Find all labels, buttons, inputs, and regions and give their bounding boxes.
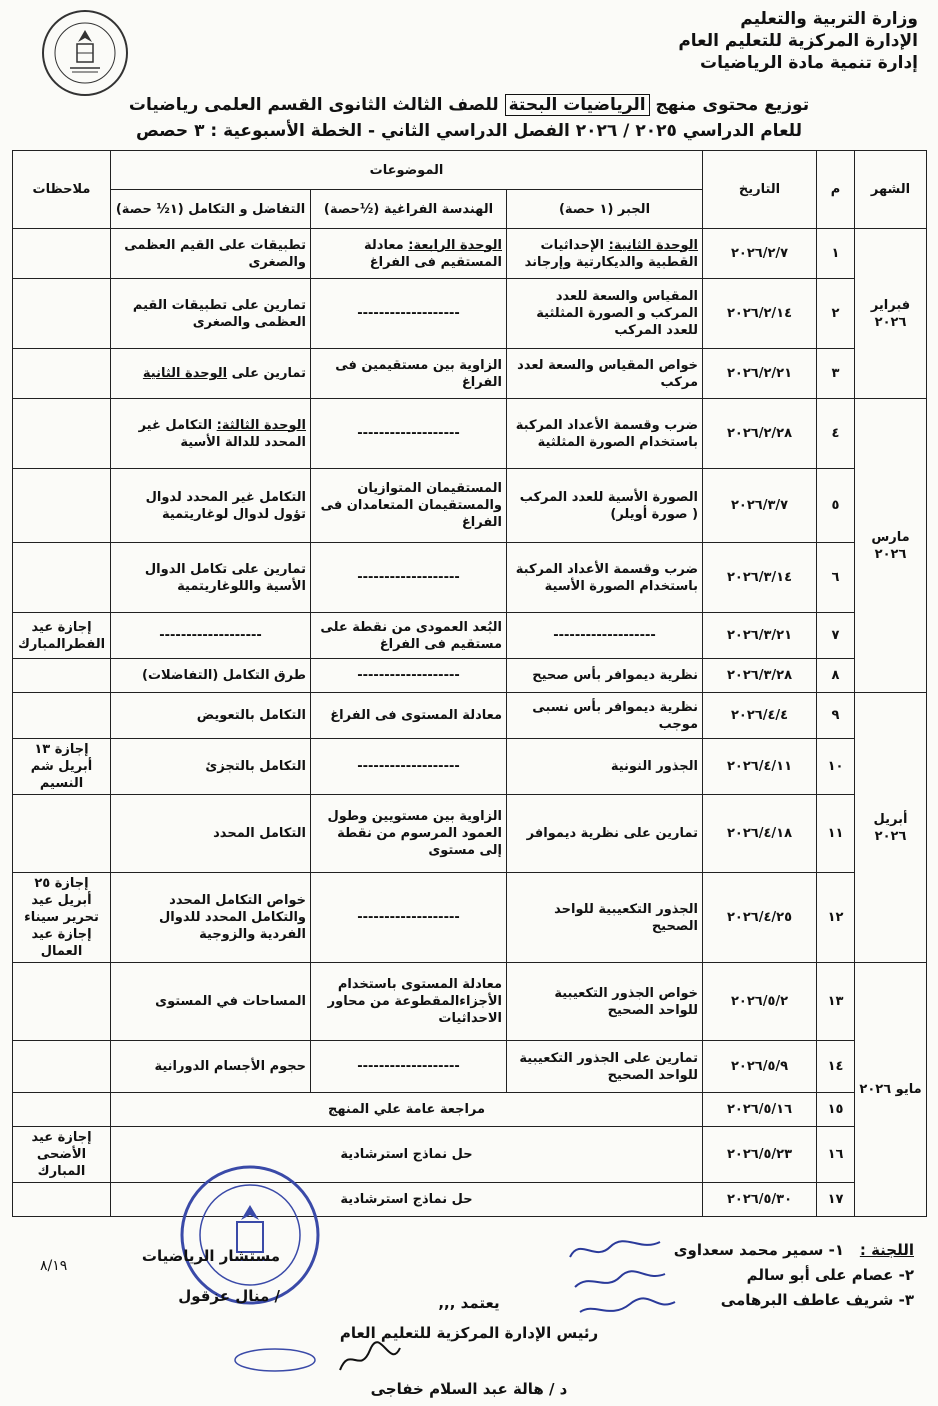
calculus-topic: خواص التكامل المحدد والتكامل المحدد للدوال الفردية والزوجية [111,873,311,963]
advisor-note: ٨/١٩ [40,1258,68,1274]
approval-name: د / هالة عبد السلام خفاجى [370,1380,568,1398]
row-notes [13,1183,111,1217]
table-row [13,1093,927,1127]
subject-boxed: الرياضيات البحتة [505,94,650,116]
header-date: التاريخ [703,151,817,229]
committee-member-3: ٣- شريف عاطف البرهامى [720,1291,914,1309]
row-date: ٢٠٢٦/٥/٢٣ [703,1127,817,1183]
header-month: الشهر [855,151,927,229]
row-number: ١٥ [817,1093,855,1127]
row-notes [13,543,111,613]
row-number: ٥ [817,469,855,543]
advisor-title: مستشار الرياضيات [141,1247,280,1265]
curriculum-table [12,150,927,1217]
row-date: ٢٠٢٦/٥/٩ [703,1041,817,1093]
table-row [13,873,927,963]
row-notes: إجازة عيد الفطرالمبارك [13,613,111,659]
row-number: ٩ [817,693,855,739]
calculus-topic: التكامل غير المحدد لدوال تؤول لدوال لوغاريتمية [111,469,311,543]
committee-member-1: ١- سمير محمد سعداوى [673,1241,844,1259]
row-notes [13,963,111,1041]
month-cell: مايو ٢٠٢٦ [855,963,927,1217]
approval-block [0,1288,938,1404]
algebra-topic: الجذور التكعيبية للواحد الصحيح [507,873,703,963]
algebra-topic: الوحدة الثانية: الإحداثيات القطبية والديكارتية وإرجاند [507,229,703,279]
geometry-topic: معادلة المستوى باستخدام الأجزاءالمقطوعة من محاور الاحداثيات [311,963,507,1041]
row-notes: إجازة عيد الأضحى المبارك [13,1127,111,1183]
geometry-topic: ------------------- [311,1041,507,1093]
algebra-topic: نظرية ديموافر بأس نسبى موجب [507,693,703,739]
math-department: إدارة تنمية مادة الرياضيات [700,53,918,73]
row-notes [13,399,111,469]
row-number: ٢ [817,279,855,349]
table-row [13,279,927,349]
month-cell: مارس ٢٠٢٦ [855,399,927,693]
geometry-topic: المستقيمان المتوازيان والمستقيمان المتعامدان فى الفراغ [311,469,507,543]
calculus-topic: تطبيقات على القيم العظمى والصغرى [111,229,311,279]
table-row [13,469,927,543]
row-date: ٢٠٢٦/٢/١٤ [703,279,817,349]
ministry-name: وزارة التربية والتعليم [740,9,918,29]
table-row [13,693,927,739]
calculus-topic: الوحدة الثالثة: التكامل غير المحدد للدالة الأسية [111,399,311,469]
header-algebra: الجبر (١ حصة) [507,190,703,229]
header-topics: الموضوعات [111,151,703,190]
geometry-topic: معادلة المستوى فى الفراغ [311,693,507,739]
row-number: ١٢ [817,873,855,963]
algebra-topic: تمارين على نظرية ديموافر [507,795,703,873]
month-cell: أبريل ٢٠٢٦ [855,693,927,963]
row-notes: إجازة ١٣ أبريل شم النسيم [13,739,111,795]
table-row [13,399,927,469]
row-notes [13,349,111,399]
table-row [13,795,927,873]
row-number: ٧ [817,613,855,659]
row-number: ١١ [817,795,855,873]
geometry-topic: البُعد العمودى من نقطة على مستقيم فى الفراغ [311,613,507,659]
algebra-topic: خواص الجذور التكعيبية للواحد الصحيح [507,963,703,1041]
row-date: ٢٠٢٦/٣/٢٨ [703,659,817,693]
geometry-topic: الزاوية بين مستويين وطول العمود المرسوم من نقطة إلى مستوى [311,795,507,873]
row-notes [13,1093,111,1127]
row-notes [13,693,111,739]
document-title [0,92,938,144]
row-number: ١٠ [817,739,855,795]
algebra-topic: خواص المقياس والسعة لعدد مركب [507,349,703,399]
calculus-topic: التكامل بالتجزئ [111,739,311,795]
header-notes: ملاحظات [13,151,111,229]
table-row [13,613,927,659]
row-number: ٨ [817,659,855,693]
ministry-header [678,8,918,74]
row-notes [13,279,111,349]
header-geometry: الهندسة الفراغية (½حصة) [311,190,507,229]
calculus-topic: حجوم الأجسام الدورانية [111,1041,311,1093]
row-date: ٢٠٢٦/٤/٢٥ [703,873,817,963]
calculus-topic: طرق التكامل (التفاضلات) [111,659,311,693]
merged-topic: مراجعة عامة علي المنهج [111,1093,703,1127]
algebra-topic: المقياس والسعة للعدد المركب و الصورة المثلثية للعدد المركب [507,279,703,349]
advisor-name: / منال عزقول [178,1287,280,1305]
row-notes [13,1041,111,1093]
calculus-topic: تمارين على الوحدة الثانية [111,349,311,399]
row-number: ١٤ [817,1041,855,1093]
header-num: م [817,151,855,229]
committee-member-2: ٢- عصام على أبو سالم [746,1266,914,1284]
row-date: ٢٠٢٦/٣/٢١ [703,613,817,659]
ministry-logo-icon [40,8,130,98]
row-number: ١٧ [817,1183,855,1217]
row-date: ٢٠٢٦/٤/١٨ [703,795,817,873]
table-row [13,739,927,795]
central-administration: الإدارة المركزية للتعليم العام [678,31,918,51]
table-row [13,659,927,693]
row-date: ٢٠٢٦/٥/٣٠ [703,1183,817,1217]
calculus-topic: ------------------- [111,613,311,659]
row-date: ٢٠٢٦/٣/١٤ [703,543,817,613]
geometry-topic: ------------------- [311,873,507,963]
geometry-topic: ------------------- [311,399,507,469]
row-date: ٢٠٢٦/٢/٢١ [703,349,817,399]
calculus-topic: التكامل بالتعويض [111,693,311,739]
row-number: ٣ [817,349,855,399]
row-notes [13,795,111,873]
row-number: ١٣ [817,963,855,1041]
row-date: ٢٠٢٦/٥/١٦ [703,1093,817,1127]
row-date: ٢٠٢٦/٥/٢ [703,963,817,1041]
table-row [13,543,927,613]
merged-topic: حل نماذج استرشادية [111,1183,703,1217]
table-row [13,1041,927,1093]
geometry-topic: الزاوية بين مستقيمين فى الفراغ [311,349,507,399]
month-cell: فبراير ٢٠٢٦ [855,229,927,399]
header-calculus: التفاضل و التكامل (١½ حصة) [111,190,311,229]
row-date: ٢٠٢٦/٤/٤ [703,693,817,739]
table-row [13,349,927,399]
table-header-row [13,151,927,190]
row-date: ٢٠٢٦/٢/٧ [703,229,817,279]
row-number: ٤ [817,399,855,469]
table-row [13,1183,927,1217]
geometry-topic: ------------------- [311,739,507,795]
row-number: ١٦ [817,1127,855,1183]
row-number: ٦ [817,543,855,613]
row-date: ٢٠٢٦/٤/١١ [703,739,817,795]
table-row [13,229,927,279]
row-notes [13,659,111,693]
calculus-topic: تمارين على تكامل الدوال الأسية واللوغاريتمية [111,543,311,613]
algebra-topic: تمارين على الجذور التكعيبية للواحد الصحيح [507,1041,703,1093]
title-line-1: توزيع محتوى منهج الرياضيات البحتة للصف الثالث الثانوى القسم العلمى رياضيات [128,95,810,115]
geometry-topic: ------------------- [311,659,507,693]
algebra-topic: نظرية ديموافر بأس صحيح [507,659,703,693]
algebra-topic: ضرب وقسمة الأعداد المركبة باستخدام الصورة المثلثية [507,399,703,469]
committee-label: اللجنة : [859,1241,914,1259]
row-number: ١ [817,229,855,279]
geometry-topic: ------------------- [311,543,507,613]
approval-title: رئيس الإدارة المركزية للتعليم العام [339,1324,599,1342]
calculus-topic: التكامل المحدد [111,795,311,873]
row-notes [13,469,111,543]
algebra-topic: الصورة الأسية للعدد المركب ( صورة أويلر) [507,469,703,543]
algebra-topic: ------------------- [507,613,703,659]
merged-topic: حل نماذج استرشادية [111,1127,703,1183]
geometry-topic: الوحدة الرابعة: معادلة المستقيم فى الفراغ [311,229,507,279]
row-date: ٢٠٢٦/٢/٢٨ [703,399,817,469]
algebra-topic: الجذور النونية [507,739,703,795]
table-row [13,1127,927,1183]
table-body [13,229,927,1217]
algebra-topic: ضرب وقسمة الأعداد المركبة باستخدام الصورة الأسية [507,543,703,613]
geometry-topic: ------------------- [311,279,507,349]
row-date: ٢٠٢٦/٣/٧ [703,469,817,543]
row-notes [13,229,111,279]
table-row [13,963,927,1041]
calculus-topic: تمارين على تطبيقات القيم العظمى والصغرى [111,279,311,349]
approval-label: يعتمد ,,, [438,1294,500,1312]
calculus-topic: المساحات في المستوى [111,963,311,1041]
row-notes: إجازة ٢٥ أبريل عيد تحرير سيناء إجازة عيد العمال [13,873,111,963]
title-line-2: للعام الدراسي ٢٠٢٥ / ٢٠٢٦ الفصل الدراسي الثاني - الخطة الأسبوعية : ٣ حصص [135,121,802,141]
